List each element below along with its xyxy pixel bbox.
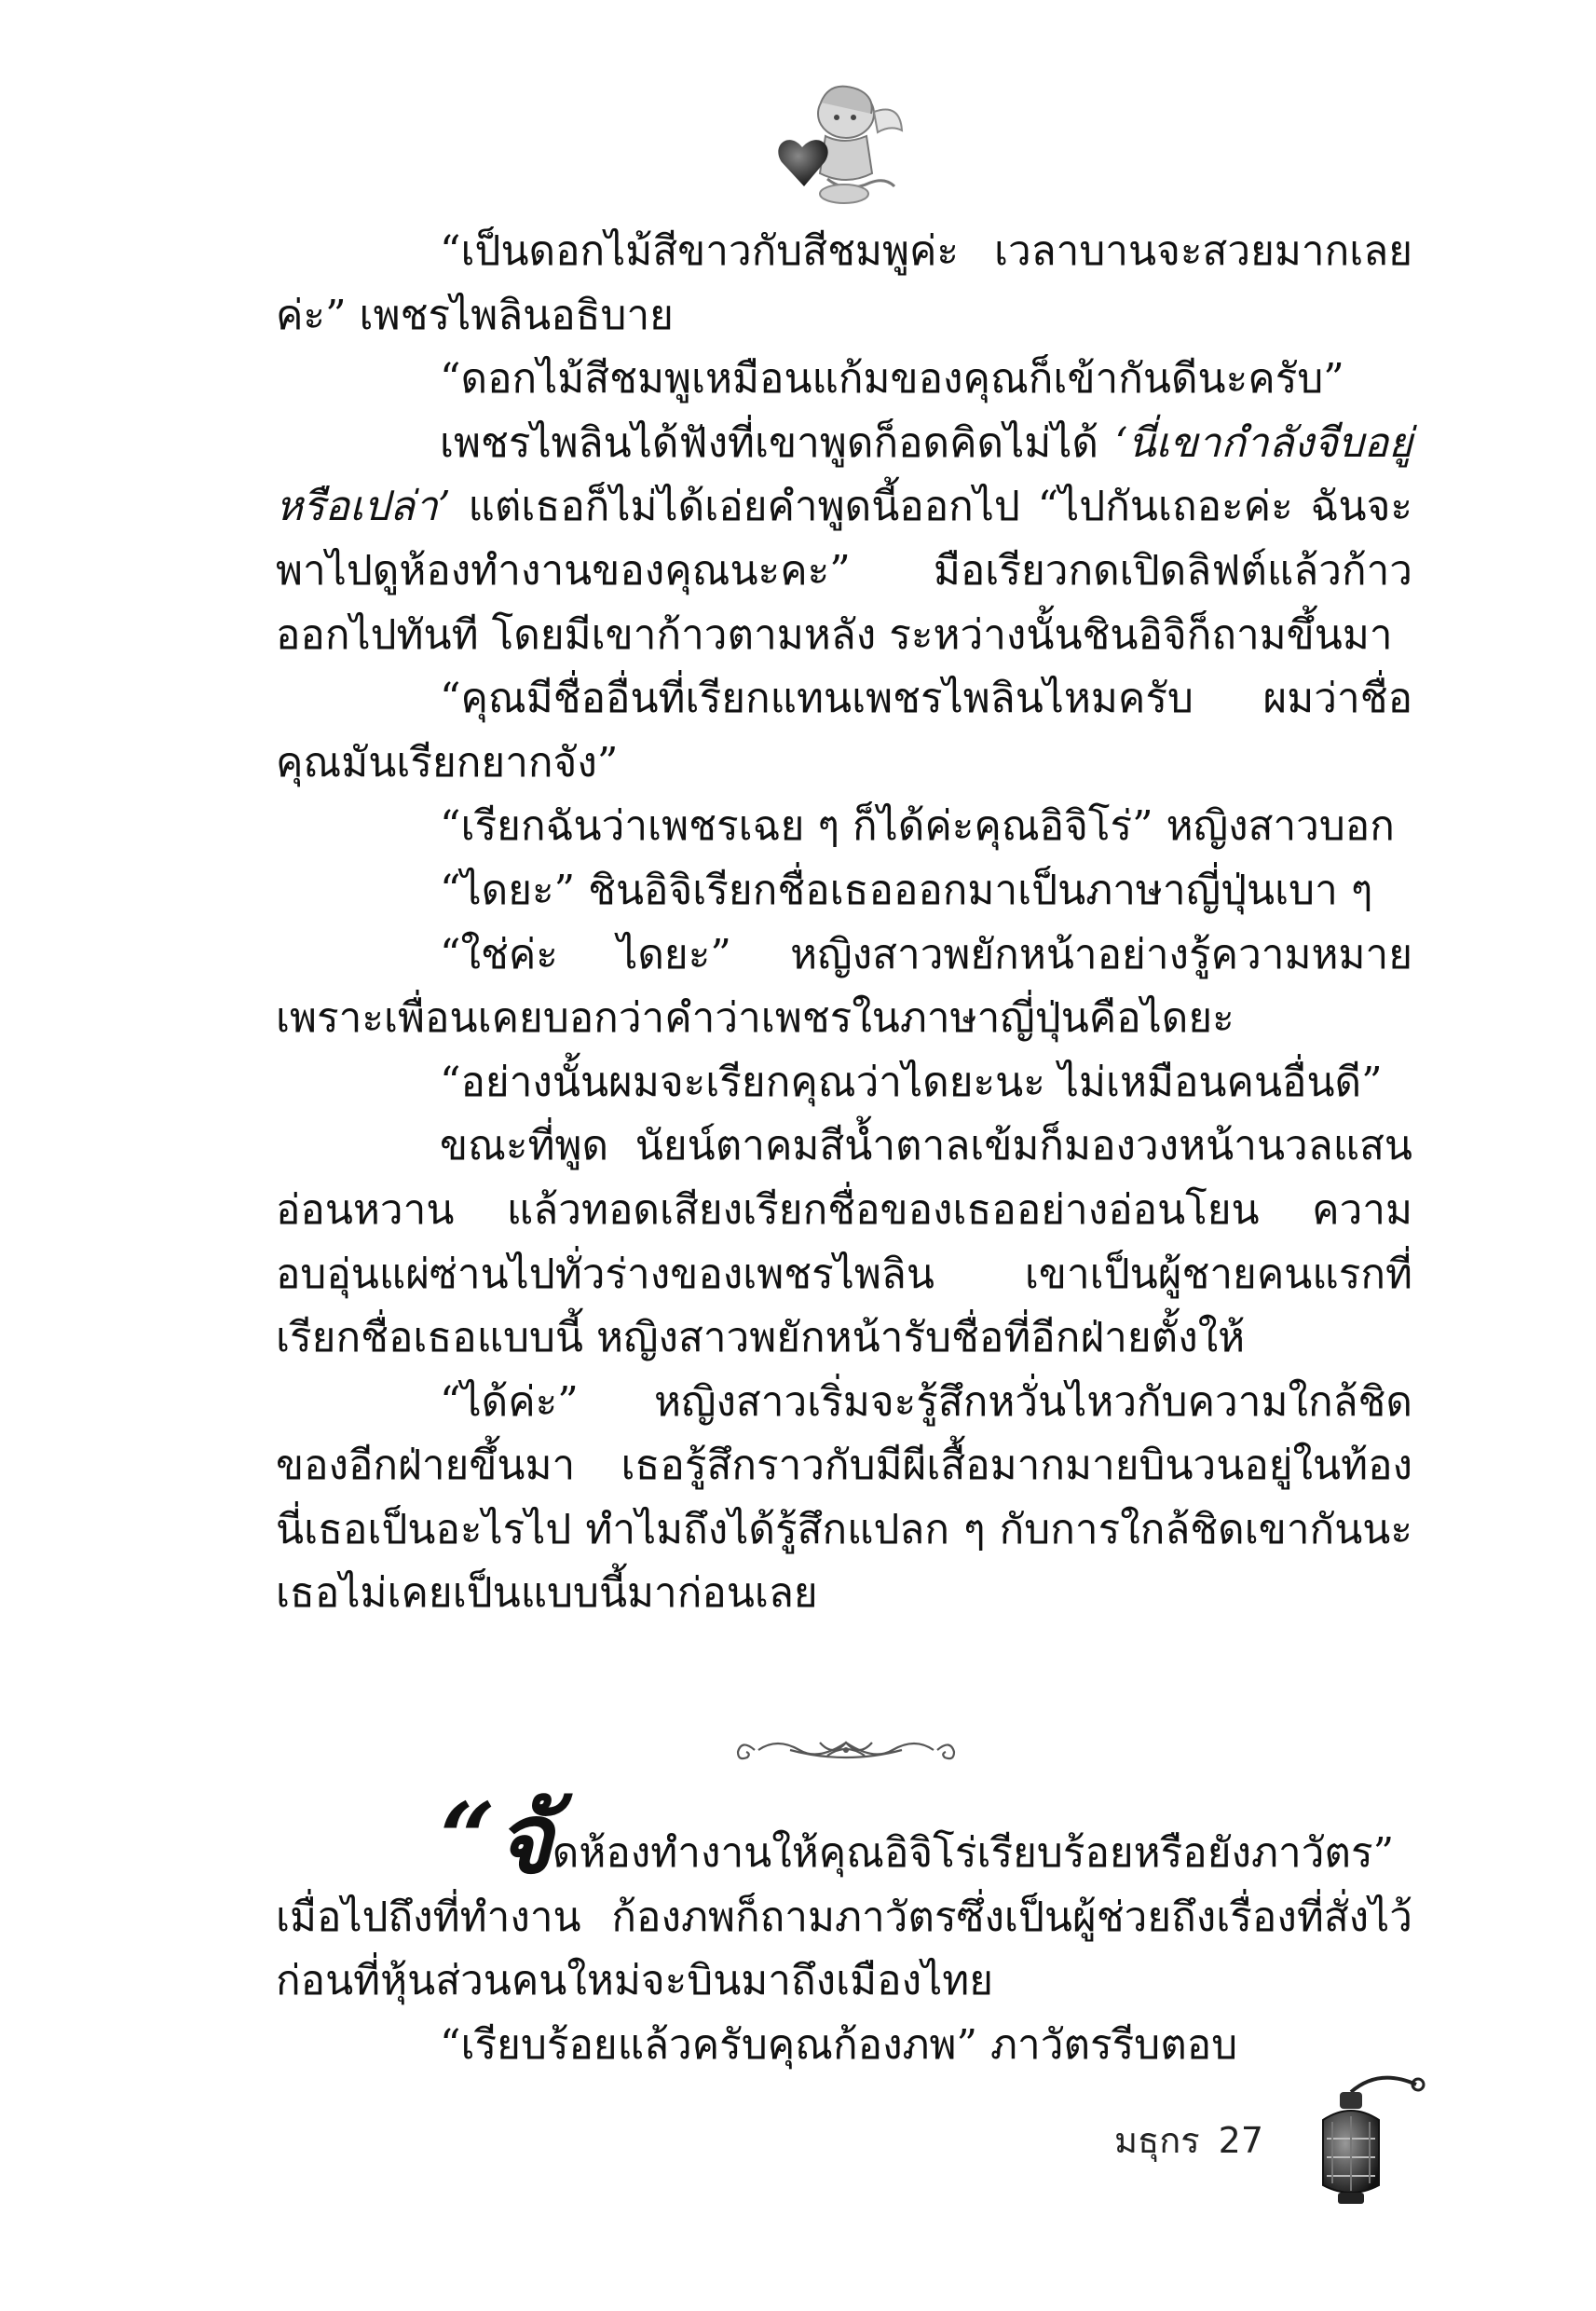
paragraph: “ได้ค่ะ” หญิงสาวเริ่มจะรู้สึกหวั่นไหวกับความใกล้ชิดของอีกฝ่ายขึ้นมา เธอรู้สึกราวกับมีผีเสื้อมากมายบินวนอยู่ในท้อง นี่เธอเป็นอะไรไป ทำไมถึงได้รู้สึกแปลก ๆ กับการใกล้ชิดเขากันนะ เธอไม่เคยเป็นแบบนี้มาก่อนเลย: [276, 1377, 1412, 1618]
italic-thought: ‘นี่เขากำลังจีบอยู่หรือเปล่า’: [276, 418, 1412, 531]
paragraph: [276, 1781, 1412, 2014]
paragraph: “เป็นดอกไม้สีขาวกับสีชมพูค่ะ เวลาบานจะสวยมากเลยค่ะ” เพชรไพลินอธิบาย: [276, 227, 1412, 339]
page-footer: [1114, 2112, 1263, 2168]
cupid-heart-ornament: [770, 75, 909, 214]
scroll-flourish-divider: [734, 1731, 958, 1769]
paragraph: “ไดยะ” ชินอิจิเรียกชื่อเธอออกมาเป็นภาษาญี่ปุ่นเบา ๆ: [440, 866, 1373, 914]
body-text: [276, 220, 1412, 1626]
paragraph: [276, 412, 1412, 667]
section-two-text: [276, 1781, 1412, 2077]
paragraph: ขณะที่พูด นัยน์ตาคมสีน้ำตาลเข้มก็มองวงหน้านวลแสนอ่อนหวาน แล้วทอดเสียงเรียกชื่อของเธออย่างอ่อนโยน ความอบอุ่นแผ่ซ่านไปทั่วร่างของเพชรไพลิน เขาเป็นผู้ชายคนแรกที่เรียกชื่อเธอแบบนี้ หญิงสาวพยักหน้ารับชื่อที่อีกฝ่ายตั้งให้: [276, 1122, 1412, 1362]
drop-cap: “จั: [440, 1781, 552, 1895]
book-title: มธุกร: [1114, 2120, 1200, 2161]
paragraph: “อย่างนั้นผมจะเรียกคุณว่าไดยะนะ ไม่เหมือนคนอื่นดี”: [440, 1058, 1383, 1106]
paragraph-text: ดห้องทำงานให้คุณอิจิโร่เรียบร้อยหรือยังภาวัตร” เมื่อไปถึงที่ทำงาน ก้องภพก็ถามภาวัตรซึ่งเป็นผู้ช่วยถึงเรื่องที่สั่งไว้ก่อนที่หุ้นส่วนคนใหม่จะบินมาถึงเมืองไทย: [276, 1829, 1412, 2005]
paragraph-text: เพชรไพลินได้ฟังที่เขาพูดก็อดคิดไม่ได้: [440, 418, 1115, 467]
paragraph: “เรียบร้อยแล้วครับคุณก้องภพ” ภาวัตรรีบตอบ: [440, 2020, 1238, 2069]
page-number: 27: [1218, 2120, 1264, 2161]
hanging-lantern-ornament: [1295, 2064, 1435, 2213]
paragraph: “คุณมีชื่ออื่นที่เรียกแทนเพชรไพลินไหมครับ ผมว่าชื่อคุณมันเรียกยากจัง”: [276, 675, 1412, 786]
paragraph: “ใช่ค่ะ ไดยะ” หญิงสาวพยักหน้าอย่างรู้ความหมาย เพราะเพื่อนเคยบอกว่าคำว่าเพชรในภาษาญี่ปุ่นคือไดยะ: [276, 930, 1412, 1043]
paragraph-text: แต่เธอก็ไม่ได้เอ่ยคำพูดนี้ออกไป “ไปกันเถอะค่ะ ฉันจะพาไปดูห้องทำงานของคุณนะคะ” มือเรียวกดเปิดลิฟต์แล้วก้าวออกไปทันที โดยมีเขาก้าวตามหลัง ระหว่างนั้นชินอิจิก็ถามขึ้นมา: [276, 483, 1412, 659]
paragraph: “เรียกฉันว่าเพชรเฉย ๆ ก็ได้ค่ะคุณอิจิโร่” หญิงสาวบอก: [440, 802, 1395, 851]
paragraph: “ดอกไม้สีชมพูเหมือนแก้มของคุณก็เข้ากันดีนะครับ”: [440, 355, 1344, 403]
